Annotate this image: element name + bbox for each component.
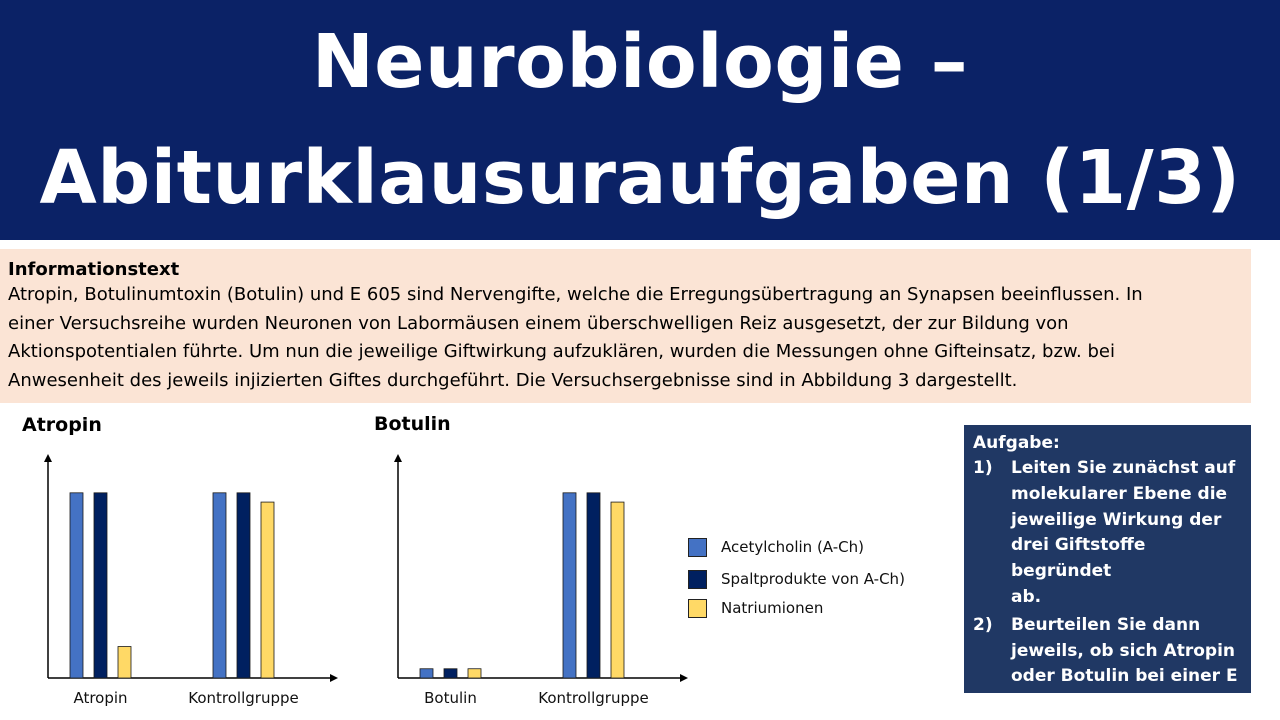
bar-botulin-acetylcholin — [420, 669, 433, 678]
task-item-2-number: 2) — [973, 614, 993, 635]
legend-item-acetylcholin — [688, 536, 864, 558]
y-axis-arrow — [44, 454, 52, 462]
task-item-2-line: Beurteilen Sie dann — [1011, 614, 1201, 635]
legend-swatch-acetylcholin — [688, 538, 707, 557]
category-label-kontrollgruppe: Kontrollgruppe — [538, 689, 649, 707]
info-text-line-1: Atropin, Botulinumtoxin (Botulin) und E 605 sind Nervengifte, welche die Erregungsübertragung an Synapsen beeinflussen. In — [8, 284, 1143, 305]
chart-axes — [44, 454, 338, 682]
bar-atropin-acetylcholin — [70, 493, 83, 678]
category-label-botulin: Botulin — [424, 689, 477, 707]
task-box — [964, 425, 1251, 713]
info-heading: Informationstext — [8, 259, 180, 280]
task-item-2-line: oder Botulin bei einer E — [1011, 666, 1238, 687]
legend-swatch-spaltprodukte — [688, 570, 707, 589]
legend-label-natrium: Natriumionen — [721, 599, 824, 617]
botulin-chart — [350, 440, 690, 720]
task-item-1-number: 1) — [973, 458, 993, 478]
legend-label-spaltprodukte: Spaltprodukte von A-Ch) — [721, 570, 905, 588]
task-item-1-line: ab. — [1011, 586, 1042, 607]
info-text-line-4: Anwesenheit des jeweils injizierten Giftes durchgeführt. Die Versuchsergebnisse sind in Abbildung 3 dargestellt. — [8, 369, 1018, 391]
task-item-1-line: jeweilige Wirkung der — [1011, 509, 1222, 530]
page-title-line-2: Abiturklausuraufgaben (1/3) — [39, 135, 1241, 221]
task-item-2-line: 605-Vergiftung eignet. — [1011, 692, 1228, 713]
chart-title-botulin: Botulin — [374, 413, 451, 435]
legend-label-acetylcholin: Acetylcholin (A-Ch) — [721, 538, 864, 556]
bar-botulin-natrium — [468, 669, 481, 678]
bar-atropin-spaltprodukte — [94, 493, 107, 678]
task-item-1-line: Leiten Sie zunächst auf — [1011, 458, 1236, 478]
bar-botulin-spaltprodukte — [444, 669, 457, 678]
info-text-line-2: einer Versuchsreihe wurden Neuronen von Labormäusen einem überschwelligen Reiz ausgesetzt, der zur Bildung von — [8, 312, 1069, 334]
atropin-chart — [0, 440, 340, 720]
y-axis-arrow — [394, 454, 402, 462]
bar-kontrollgruppe-spaltprodukte — [237, 493, 250, 678]
category-label-kontrollgruppe: Kontrollgruppe — [188, 689, 299, 707]
task-item-1-line: drei Giftstoffe begründet — [1011, 535, 1146, 582]
page-title-line-1: Neurobiologie – — [311, 19, 969, 105]
bar-atropin-natrium — [118, 647, 131, 678]
chart-title-atropin: Atropin — [22, 414, 102, 436]
task-item-1-line: molekularer Ebene die — [1011, 483, 1228, 504]
chart-axes — [394, 454, 688, 682]
x-axis-arrow — [330, 674, 338, 682]
legend-swatch-natrium — [688, 599, 707, 618]
bar-kontrollgruppe-natrium — [261, 502, 274, 678]
info-text-line-3: Aktionspotentialen führte. Um nun die jeweilige Giftwirkung aufzuklären, wurden die Messungen ohne Gifteinsatz, bzw. bei — [8, 341, 1115, 362]
task-item-1 — [973, 456, 1241, 611]
task-heading: Aufgabe: — [973, 433, 1060, 453]
info-box — [0, 249, 1251, 403]
x-axis-arrow — [680, 674, 688, 682]
chart-legend — [688, 532, 938, 632]
legend-item-natrium — [688, 597, 823, 619]
task-item-2 — [973, 613, 1241, 716]
title-banner — [0, 0, 1280, 240]
bar-kontrollgruppe-natrium — [611, 502, 624, 678]
category-label-atropin: Atropin — [73, 689, 128, 707]
legend-item-spaltprodukte — [688, 568, 905, 590]
bar-kontrollgruppe-acetylcholin — [213, 493, 226, 678]
bar-kontrollgruppe-spaltprodukte — [587, 493, 600, 678]
task-item-2-line: jeweils, ob sich Atropin — [1011, 640, 1235, 661]
bar-kontrollgruppe-acetylcholin — [563, 493, 576, 678]
